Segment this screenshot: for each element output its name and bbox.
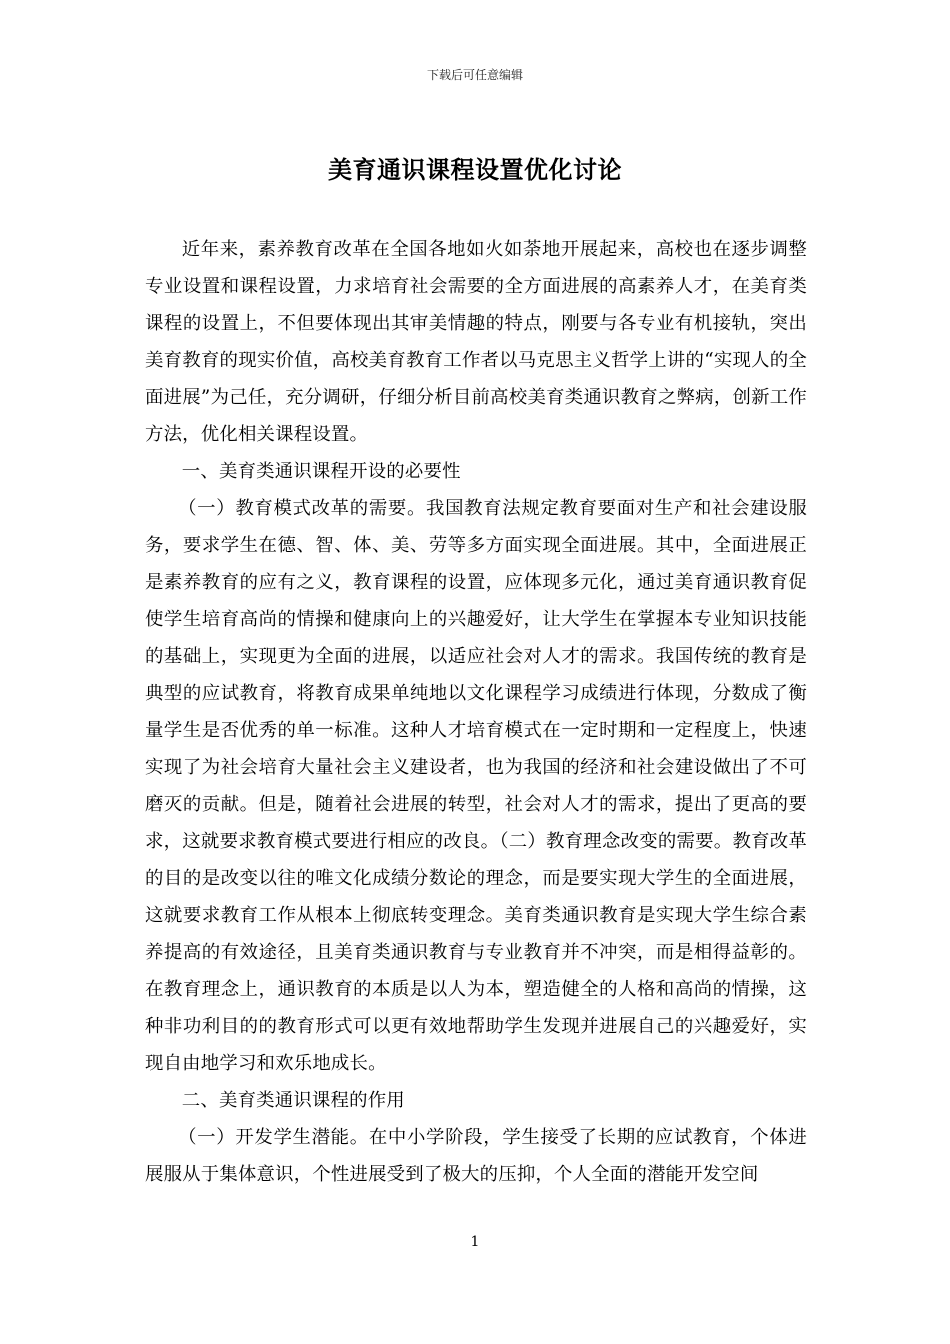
paragraph-intro: 近年来，素养教育改革在全国各地如火如荼地开展起来，高校也在逐步调整专业设置和课程设置，力求培育社会需要的全方面进展的高素养人才，在美育类课程的设置上，不但要体现出其审美情趣的特点，刚要与各专业有机接轨，突出美育教育的现实价值，高校美育教育工作者以马克思主义哲学上讲的“实现人的全面进展”为己任，充分调研，仔细分析目前高校美育类通识教育之弊病，创新工作方法，优化相关课程设置。 bbox=[145, 239, 807, 445]
header-note: 下载后可任意编辑 bbox=[426, 68, 523, 82]
document-body bbox=[145, 231, 807, 1193]
paragraph-section-2: （一）开发学生潜能。在中小学阶段，学生接受了长期的应试教育，个体进展服从于集体意识，个性进展受到了极大的压抑，个人全面的潜能开发空间 bbox=[145, 1127, 807, 1185]
paragraph-section-1: （一）教育模式改革的需要。我国教育法规定教育要面对生产和社会建设服务，要求学生在德、智、体、美、劳等多方面实现全面进展。其中，全面进展正是素养教育的应有之义，教育课程的设置，应体现多元化，通过美育通识教育促使学生培育高尚的情操和健康向上的兴趣爱好，让大学生在掌握本专业知识技能的基础上，实现更为全面的进展，以适应社会对人才的需求。我国传统的教育是典型的应试教育，将教育成果单纯地以文化课程学习成绩进行体现，分数成了衡量学生是否优秀的单一标准。这种人才培育模式在一定时期和一定程度上，快速实现了为社会培育大量社会主义建设者，也为我国的经济和社会建设做出了不可磨灭的贡献。但是，随着社会进展的转型，社会对人才的需求，提出了更高的要求，这就要求教育模式要进行相应的改良。（二）教育理念改变的需要。教育改革的目的是改变以往的唯文化成绩分数论的理念，而是要实现大学生的全面进展，这就要求教育工作从根本上彻底转变理念。美育类通识教育是实现大学生综合素养提高的有效途径，且美育类通识教育与专业教育并不冲突，而是相得益彰的。在教育理念上，通识教育的本质是以人为本，塑造健全的人格和高尚的情操，这种非功利目的的教育形式可以更有效地帮助学生发现并进展自己的兴趣爱好，实现自由地学习和欢乐地成长。 bbox=[145, 498, 807, 1074]
page-number: 1 bbox=[470, 1234, 480, 1250]
document-title: 美育通识课程设置优化讨论 bbox=[328, 155, 622, 184]
section-heading-2: 二、美育类通识课程的作用 bbox=[181, 1090, 405, 1111]
section-heading-1: 一、美育类通识课程开设的必要性 bbox=[181, 461, 461, 482]
